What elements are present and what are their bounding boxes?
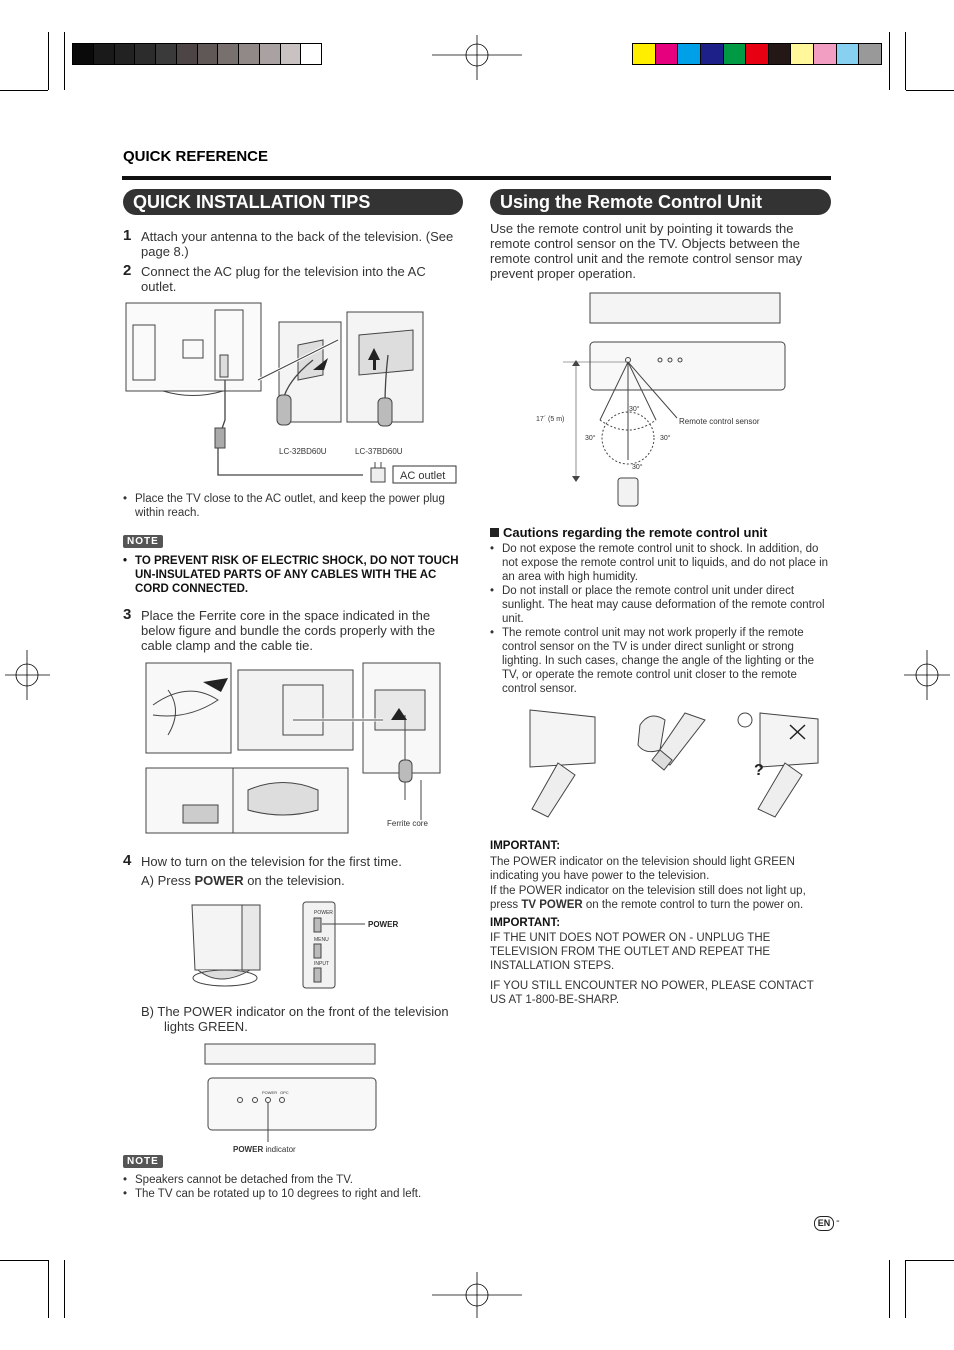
indicator-suffix: indicator [263, 1145, 296, 1154]
note-2-bullet-item: • The TV can be rotated up to 10 degrees to right and left. [123, 1187, 463, 1201]
step-2-number: 2 [123, 262, 132, 279]
ac-connection-illustration [123, 300, 463, 490]
step-3-text: Place the Ferrite core in the space indicated in the below figure and bundle the cords properly with the cable clamp and the cable tie. [141, 608, 436, 653]
side-input-label: INPUT [314, 961, 329, 967]
cautions-list [490, 542, 832, 696]
sensor-label: Remote control sensor [679, 417, 760, 426]
place-tv-text: • Place the TV close to the AC outlet, and keep the power plug within reach. [123, 492, 458, 520]
important-label-2: IMPORTANT: [490, 917, 561, 929]
step-4-number: 4 [123, 852, 132, 869]
gray-swatch [198, 44, 219, 64]
step-4b-text: B) The POWER indicator on the front of the television lights GREEN. [141, 1004, 449, 1034]
power-indicator-illustration [200, 1040, 385, 1158]
important-p4: IF YOU STILL ENCOUNTER NO POWER, PLEASE CONTACT US AT 1-800-BE-SHARP. [490, 980, 814, 1006]
label-lc32: LC-32BD60U [279, 447, 327, 456]
cautions-title: Cautions regarding the remote control unit [490, 525, 767, 540]
important-p2-bold: TV POWER [521, 899, 583, 911]
color-swatch [837, 44, 860, 64]
note-label-2: NOTE [123, 1155, 163, 1168]
grayscale-calibration-bar [72, 43, 322, 65]
remote-range-diagram [530, 290, 810, 510]
color-swatch [769, 44, 792, 64]
square-bullet-icon [490, 528, 499, 537]
gray-swatch [73, 44, 94, 64]
section-header: QUICK REFERENCE [123, 148, 269, 165]
important-label: IMPORTANT: [490, 840, 561, 852]
label-ac-outlet: AC outlet [400, 470, 446, 482]
gray-swatch [301, 44, 321, 64]
gray-swatch [115, 44, 136, 64]
caution-bullet-item: • Do not expose the remote control unit to shock. In addition, do not expose the remote control unit to liquids, and do not place in an area with high humidity. [490, 542, 832, 584]
important-p2-prefix: If the POWER indicator on the television still does not light up, press [490, 885, 806, 911]
gray-swatch [260, 44, 281, 64]
question-mark-icon: ? [754, 762, 764, 779]
color-swatch [724, 44, 747, 64]
step-4-text: How to turn on the television for the first time. [141, 854, 402, 869]
angle-top: 30° [629, 406, 640, 413]
angle-right: 30° [660, 435, 671, 442]
cautions-illustrations [520, 705, 820, 823]
gray-swatch [135, 44, 156, 64]
header-rule [122, 176, 831, 180]
gray-swatch [156, 44, 177, 64]
side-menu-label: MENU [314, 937, 329, 943]
note-2-bullet-item: • Speakers cannot be detached from the TV. [123, 1173, 463, 1187]
side-power-label: POWER [314, 910, 333, 916]
indicator-bold: POWER [233, 1145, 264, 1154]
color-swatch [656, 44, 679, 64]
label-ferrite-core: Ferrite core [387, 819, 428, 828]
page-dash: - [836, 1215, 840, 1227]
distance-label: 17´ (5 m) [536, 416, 565, 423]
right-title-pill: Using the Remote Control Unit [490, 189, 831, 215]
step-4a-text [141, 873, 461, 888]
gray-swatch [94, 44, 115, 64]
color-calibration-bar [632, 43, 882, 65]
angle-bottom: 30° [632, 464, 643, 471]
svg-text:POWER indicator [233, 1145, 296, 1154]
step-1-number: 1 [123, 227, 132, 244]
front-opc-label: OPC [280, 1090, 289, 1095]
power-button-illustration [190, 900, 420, 992]
left-title-pill: QUICK INSTALLATION TIPS [123, 189, 463, 215]
caution-bullet-item: • Do not install or place the remote control unit under direct sunlight. The heat may cause deformation of the remote control unit. [490, 584, 832, 626]
front-power-label: POWER [262, 1090, 278, 1095]
important-p1: The POWER indicator on the television should light GREEN indicating you have power to the television. [490, 856, 795, 882]
color-swatch [859, 44, 881, 64]
important-p2-suffix: on the remote control to turn the power on. [582, 899, 804, 911]
gray-swatch [177, 44, 198, 64]
step-4a-suffix: on the television. [243, 873, 345, 888]
warning-text: • TO PREVENT RISK OF ELECTRIC SHOCK, DO NOT TOUCH UN-INSULATED PARTS OF ANY CABLES WITH THE AC CORD CONNECTED. [123, 554, 463, 596]
place-tv-bullet [123, 492, 458, 520]
ferrite-core-illustration [143, 660, 443, 835]
gray-swatch [239, 44, 260, 64]
label-lc37: LC-37BD60U [355, 447, 403, 456]
gray-swatch [218, 44, 239, 64]
remote-intro: Use the remote control unit by pointing it towards the remote control sensor on the TV. Objects between the remote control unit and the remote control sensor may prevent proper operation. [490, 221, 803, 281]
color-swatch [678, 44, 701, 64]
step-4a-prefix: A) Press [141, 873, 195, 888]
angle-left: 30° [585, 435, 596, 442]
step-1-text: Attach your antenna to the back of the television. (See page 8.) [141, 229, 454, 259]
caution-bullet-item: • The remote control unit may not work properly if the remote control sensor on the TV is under direct sunlight or strong lighting. In such cases, change the angle of the lighting or the TV, or operate the remote control unit closer to the remote control sensor. [490, 626, 832, 696]
step-2-text: Connect the AC plug for the television into the AC outlet. [141, 264, 426, 294]
power-button-label: POWER [368, 920, 399, 929]
important-p2 [490, 884, 832, 912]
note-2-bullets [123, 1173, 463, 1201]
warning-bullet [123, 554, 463, 596]
color-swatch [814, 44, 837, 64]
step-4a-bold: POWER [194, 873, 244, 888]
color-swatch [633, 44, 656, 64]
note-label: NOTE [123, 535, 163, 548]
color-swatch [746, 44, 769, 64]
language-badge: EN [814, 1216, 834, 1231]
step-3-number: 3 [123, 606, 132, 623]
gray-swatch [281, 44, 302, 64]
color-swatch [701, 44, 724, 64]
color-swatch [791, 44, 814, 64]
important-p3: IF THE UNIT DOES NOT POWER ON - UNPLUG THE TELEVISION FROM THE OUTLET AND REPEAT THE INSTALLATION STEPS. [490, 932, 771, 972]
